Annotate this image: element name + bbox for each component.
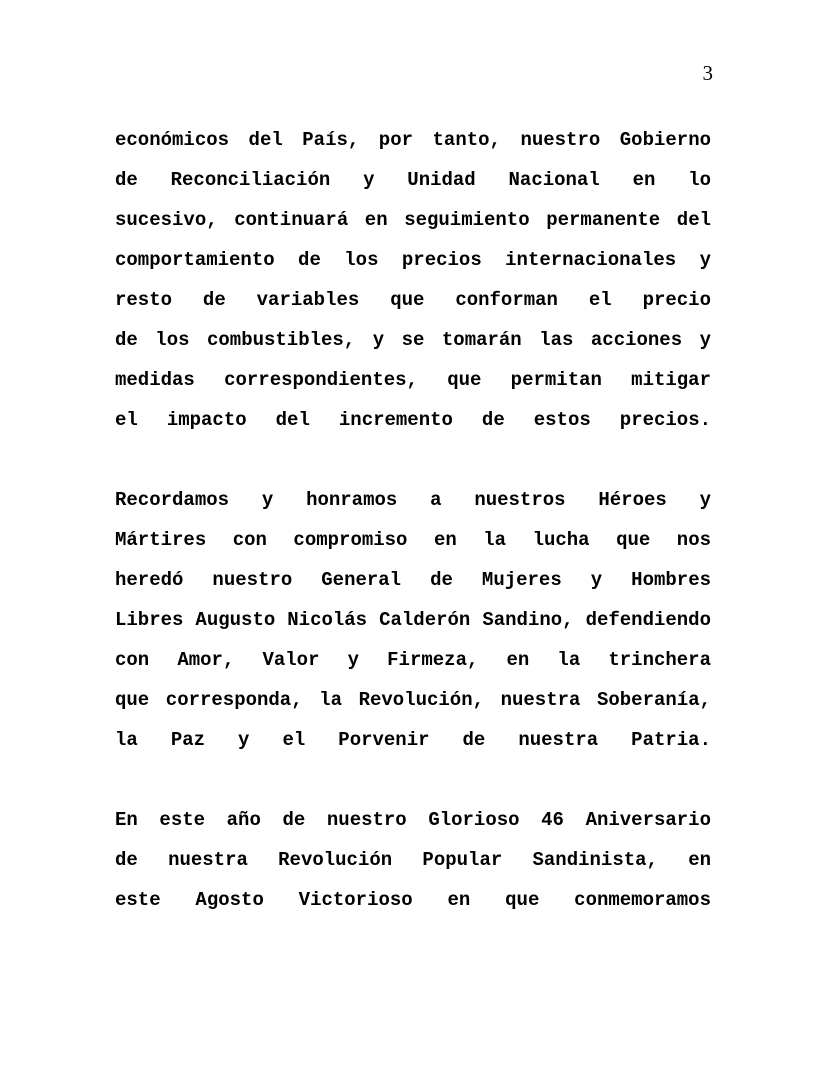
text-line: Recordamos y honramos a nuestros Héroes y	[115, 489, 711, 511]
text-line: sucesivo, continuará en seguimiento permanente del	[115, 209, 711, 231]
document-body	[115, 120, 711, 960]
text-line: Mártires con compromiso en la lucha que nos	[115, 529, 711, 551]
text-line: este Agosto Victorioso en que conmemoramos	[115, 889, 711, 911]
text-line: comportamiento de los precios internacionales y	[115, 249, 711, 271]
paragraph-fuel-prices	[115, 120, 711, 440]
text-line: resto de variables que conforman el precio	[115, 289, 711, 311]
text-line: de los combustibles, y se tomarán las acciones y	[115, 329, 711, 351]
text-line: Libres Augusto Nicolás Calderón Sandino, defendiendo	[115, 609, 711, 631]
text-line: que corresponda, la Revolución, nuestra Soberanía,	[115, 689, 711, 711]
text-line: la Paz y el Porvenir de nuestra Patria.	[115, 729, 711, 751]
text-line: heredó nuestro General de Mujeres y Hombres	[115, 569, 711, 591]
paragraph-aniversario	[115, 800, 711, 920]
paragraph-heroes-martires	[115, 480, 711, 760]
page-number: 3	[702, 61, 713, 85]
text-line: el impacto del incremento de estos precios.	[115, 409, 711, 431]
text-line: con Amor, Valor y Firmeza, en la trinchera	[115, 649, 711, 671]
text-line: de nuestra Revolución Popular Sandinista, en	[115, 849, 711, 871]
text-line: de Reconciliación y Unidad Nacional en lo	[115, 169, 711, 191]
text-line: En este año de nuestro Glorioso 46 Aniversario	[115, 809, 711, 831]
text-line: medidas correspondientes, que permitan mitigar	[115, 369, 711, 391]
text-line: económicos del País, por tanto, nuestro Gobierno	[115, 129, 711, 151]
